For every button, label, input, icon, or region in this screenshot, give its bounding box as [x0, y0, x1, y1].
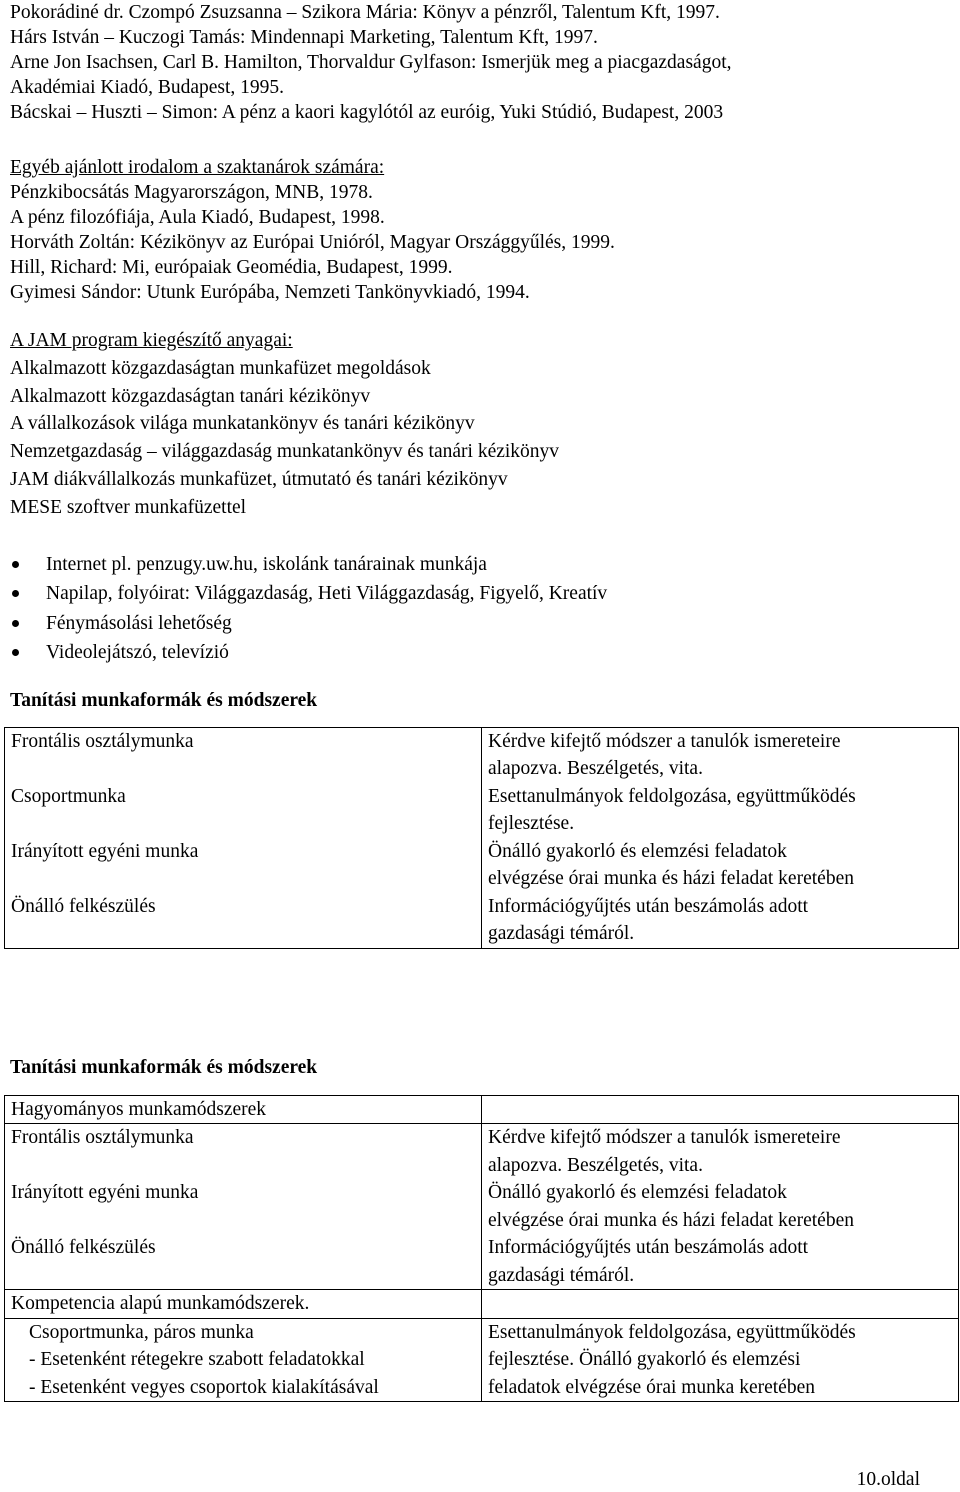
table-row [5, 1318, 959, 1402]
jam-item: Alkalmazott közgazdaságtan tanári kézikönyv [10, 385, 371, 407]
table-cell [5, 727, 482, 948]
cell-line: - Esetenként vegyes csoportok kialakításával [29, 1376, 379, 1398]
spacer [11, 1152, 477, 1180]
spacer [10, 522, 950, 550]
cell-line: gazdasági témáról. [488, 923, 635, 945]
spacer [11, 1207, 477, 1235]
cell-line: Önálló gyakorló és elemzési feladatok [488, 1182, 787, 1204]
bullet-item: Fénymásolási lehetőség [10, 609, 950, 639]
section-heading: Tanítási munkaformák és módszerek [10, 1056, 318, 1078]
cell-line: alapozva. Beszélgetés, vita. [488, 1154, 703, 1176]
cell-line: alapozva. Beszélgetés, vita. [488, 758, 703, 780]
table-cell [5, 1124, 482, 1290]
spacer [10, 714, 950, 727]
table-cell [482, 1290, 959, 1319]
recommended-item: Hill, Richard: Mi, európaiak Geomédia, Budapest, 1999. [10, 257, 453, 278]
bibliography-top [10, 0, 950, 125]
bullet-item: Videolejátszó, televízió [10, 638, 950, 668]
cell-line: Esettanulmányok feldolgozása, együttműködés [488, 785, 856, 807]
table-cell: Kompetencia alapú munkamódszerek. [5, 1290, 482, 1319]
cell-line: fejlesztése. Önálló gyakorló és elemzési [488, 1349, 801, 1371]
document-page [10, 0, 950, 1402]
spacer [11, 865, 477, 893]
jam-item: MESE szoftver munkafüzettel [10, 496, 247, 518]
cell-line: gazdasági témáról. [488, 1264, 635, 1286]
table-cell [482, 1124, 959, 1290]
jam-item: A vállalkozások világa munkatankönyv és tanári kézikönyv [10, 413, 475, 435]
table-cell [482, 1318, 959, 1402]
bibliography-line: Hárs István – Kuczogi Tamás: Mindennapi Marketing, Talentum Kft, 1997. [10, 27, 598, 48]
jam-item: JAM diákvállalkozás munkafüzet, útmutató és tanári kézikönyv [10, 468, 508, 490]
spacer [11, 920, 477, 948]
table-row [5, 1095, 959, 1124]
cell-line: elvégzése órai munka és házi feladat keretében [488, 868, 854, 890]
bibliography-line: Bácskai – Huszti – Simon: A pénz a kaori kagylótól az euróig, Yuki Stúdió, Budapest, 2003 [10, 102, 724, 123]
table-cell [482, 1095, 959, 1124]
cell-line: elvégzése órai munka és házi feladat keretében [488, 1209, 854, 1231]
bullet-item: Internet pl. penzugy.uw.hu, iskolánk tanárainak munkája [10, 550, 950, 580]
cell-line: Önálló felkészülés [11, 1237, 156, 1259]
spacer [11, 810, 477, 838]
spacer [10, 305, 950, 327]
bibliography-line: Pokorádiné dr. Czompó Zsuzsanna – Szikora Mária: Könyv a pénzről, Talentum Kft, 1997. [10, 2, 720, 23]
spacer [11, 755, 477, 783]
bullet-item: Napilap, folyóirat: Világgazdaság, Heti Világgazdaság, Figyelő, Kreatív [10, 579, 950, 609]
methods-table-2 [4, 1095, 959, 1403]
cell-line: fejlesztése. [488, 813, 575, 835]
table-cell: Hagyományos munkamódszerek [5, 1095, 482, 1124]
spacer [10, 949, 950, 1055]
bibliography-line: Akadémiai Kiadó, Budapest, 1995. [10, 77, 285, 98]
spacer [10, 1081, 950, 1095]
methods-table-1 [4, 727, 959, 949]
cell-line: feladatok elvégzése órai munka keretében [488, 1376, 815, 1398]
cell-line: Önálló gyakorló és elemzési feladatok [488, 840, 787, 862]
cell-line: - Esetenként rétegekre szabott feladatokkal [29, 1349, 365, 1371]
cell-line: Információgyűjtés után beszámolás adott [488, 895, 809, 917]
cell-line: Frontális osztálymunka [11, 730, 194, 752]
recommended-item: Gyimesi Sándor: Utunk Európába, Nemzeti Tankönyvkiadó, 1994. [10, 282, 530, 303]
resources-bullet-list [10, 550, 950, 668]
cell-line: Csoportmunka, páros munka [29, 1321, 254, 1343]
bibliography-line: Arne Jon Isachsen, Carl B. Hamilton, Thorvaldur Gylfason: Ismerjük meg a piacgazdaságot, [10, 52, 732, 73]
cell-line: Kérdve kifejtő módszer a tanulók ismereteire [488, 1127, 841, 1149]
table-row [5, 727, 959, 948]
spacer [10, 668, 950, 688]
cell-line: Esettanulmányok feldolgozása, együttműködés [488, 1321, 856, 1343]
cell-line: Frontális osztálymunka [11, 1127, 194, 1149]
table-cell [482, 727, 959, 948]
section-heading: Tanítási munkaformák és módszerek [10, 689, 318, 711]
spacer [11, 1262, 477, 1290]
cell-line: Információgyűjtés után beszámolás adott [488, 1237, 809, 1259]
recommended-item: Horváth Zoltán: Kézikönyv az Európai Unióról, Magyar Országgyűlés, 1999. [10, 232, 615, 253]
jam-item: Alkalmazott közgazdaságtan munkafüzet megoldások [10, 357, 431, 379]
jam-materials-title: A JAM program kiegészítő anyagai: [10, 330, 293, 351]
jam-item: Nemzetgazdaság – világgazdaság munkatankönyv és tanári kézikönyv [10, 441, 560, 463]
cell-line: Csoportmunka [11, 785, 126, 807]
recommended-reading [10, 155, 950, 305]
recommended-item: A pénz filozófiája, Aula Kiadó, Budapest, 1998. [10, 207, 385, 228]
recommended-item: Pénzkibocsátás Magyarországon, MNB, 1978. [10, 182, 373, 203]
cell-line: Kérdve kifejtő módszer a tanulók ismereteire [488, 730, 841, 752]
cell-line: Irányított egyéni munka [11, 1182, 199, 1204]
table-cell [5, 1318, 482, 1402]
cell-line: Irányított egyéni munka [11, 840, 199, 862]
spacer [10, 125, 950, 155]
table-row [5, 1124, 959, 1290]
table-row [5, 1290, 959, 1319]
jam-materials [10, 327, 950, 522]
recommended-reading-title: Egyéb ajánlott irodalom a szaktanárok számára: [10, 157, 385, 178]
page-number: 10.oldal [856, 1469, 920, 1490]
cell-line: Önálló felkészülés [11, 895, 156, 917]
